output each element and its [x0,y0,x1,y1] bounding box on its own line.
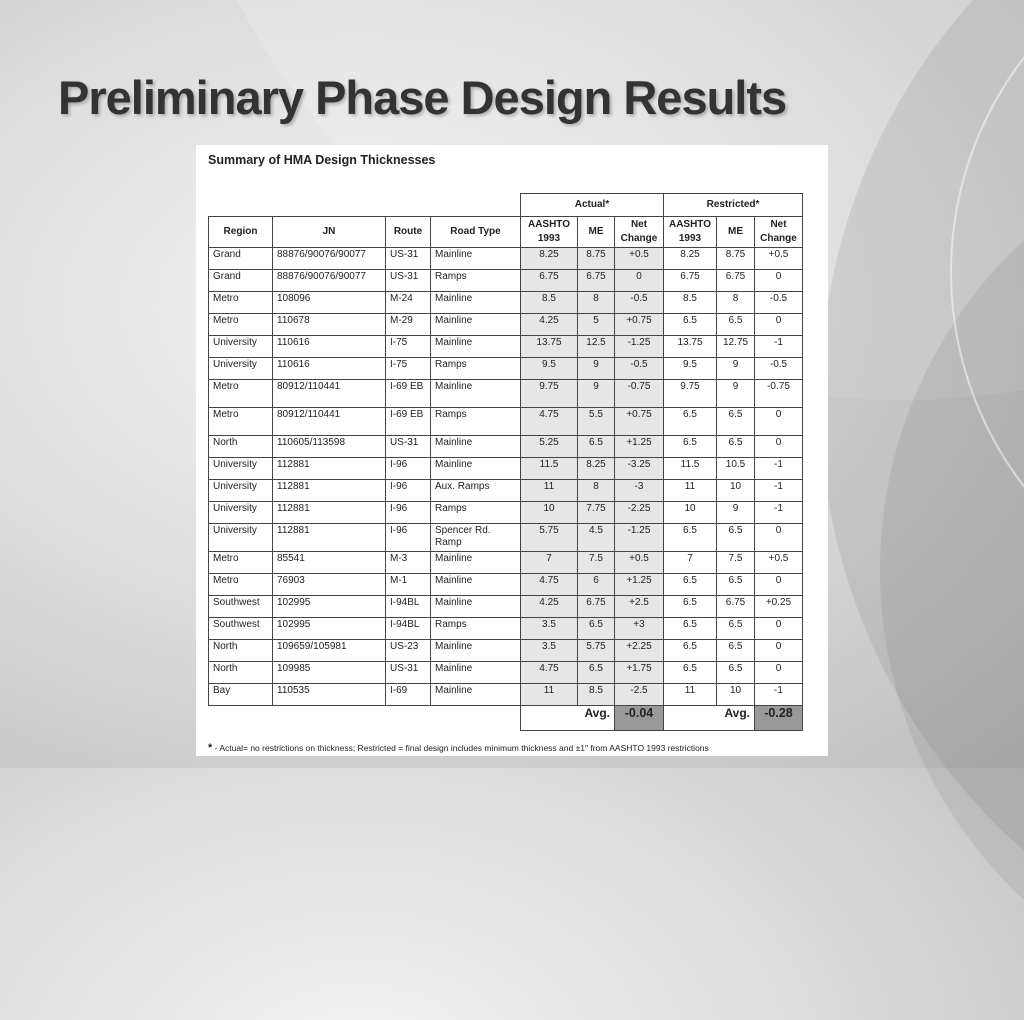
cell-restricted-net-change: -1 [755,684,803,706]
table-row [209,314,803,336]
cell-restricted-me: 9 [717,502,755,524]
bg-arc-4 [950,0,1024,624]
cell-restricted-net-change: 0 [755,524,803,552]
document-title: Summary of HMA Design Thicknesses [208,153,436,167]
cell-jn: 112881 [273,524,386,552]
cell-road-type: Ramps [431,618,521,640]
cell-route: US-31 [386,270,431,292]
cell-actual-net-change: +2.25 [615,640,664,662]
cell-restricted-aashto: 11 [664,480,717,502]
cell-restricted-net-change: 0 [755,574,803,596]
cell-restricted-me: 6.75 [717,270,755,292]
cell-restricted-me: 6.5 [717,640,755,662]
cell-route: I-75 [386,358,431,380]
cell-actual-me: 4.5 [578,524,615,552]
cell-actual-net-change: +0.75 [615,408,664,436]
cell-jn: 80912/110441 [273,380,386,408]
avg-value-restricted: -0.28 [755,706,803,731]
cell-route: I-96 [386,458,431,480]
cell-road-type: Ramps [431,358,521,380]
table-row [209,640,803,662]
header-actual-me: ME [578,217,615,248]
cell-jn: 88876/90076/90077 [273,270,386,292]
cell-region: University [209,336,273,358]
cell-actual-me: 9 [578,380,615,408]
cell-actual-aashto: 11 [521,684,578,706]
cell-actual-net-change: -1.25 [615,524,664,552]
cell-road-type: Mainline [431,336,521,358]
cell-route: US-31 [386,436,431,458]
cell-route: I-69 EB [386,380,431,408]
cell-restricted-net-change: +0.5 [755,248,803,270]
cell-restricted-aashto: 10 [664,502,717,524]
cell-jn: 110605/113598 [273,436,386,458]
cell-jn: 85541 [273,552,386,574]
avg-label-restricted: Avg. [664,706,755,731]
cell-road-type: Mainline [431,292,521,314]
cell-road-type: Mainline [431,640,521,662]
cell-road-type: Spencer Rd. Ramp [431,524,521,552]
cell-region: North [209,640,273,662]
header-jn: JN [273,217,386,248]
cell-restricted-me: 10 [717,480,755,502]
header-road-type: Road Type [431,217,521,248]
cell-restricted-aashto: 8.5 [664,292,717,314]
cell-region: Metro [209,380,273,408]
cell-restricted-net-change: -0.5 [755,358,803,380]
cell-region: Southwest [209,618,273,640]
table-row [209,574,803,596]
table-row [209,380,803,408]
cell-road-type: Mainline [431,662,521,684]
cell-actual-aashto: 4.75 [521,574,578,596]
cell-restricted-aashto: 6.5 [664,640,717,662]
cell-actual-net-change: -0.75 [615,380,664,408]
cell-jn: 76903 [273,574,386,596]
cell-region: University [209,358,273,380]
cell-actual-net-change: -1.25 [615,336,664,358]
cell-road-type: Ramps [431,408,521,436]
cell-actual-aashto: 4.75 [521,408,578,436]
table-row [209,502,803,524]
table-row [209,436,803,458]
cell-jn: 110535 [273,684,386,706]
cell-jn: 109659/105981 [273,640,386,662]
cell-actual-aashto: 8.25 [521,248,578,270]
cell-actual-me: 6 [578,574,615,596]
cell-region: Metro [209,408,273,436]
cell-actual-aashto: 9.75 [521,380,578,408]
cell-region: Southwest [209,596,273,618]
bg-arc-3 [880,120,1024,1020]
cell-road-type: Mainline [431,436,521,458]
cell-restricted-aashto: 9.75 [664,380,717,408]
header-restricted-net-change: Net Change [755,217,803,248]
cell-jn: 88876/90076/90077 [273,248,386,270]
cell-jn: 110616 [273,358,386,380]
footnote-text: - Actual= no restrictions on thickness; Restricted = final design includes minimum thickness and ±1" from AASHTO 1993 restrictions [212,743,709,753]
cell-actual-me: 8.25 [578,458,615,480]
cell-actual-aashto: 5.75 [521,524,578,552]
cell-route: US-31 [386,248,431,270]
cell-road-type: Mainline [431,596,521,618]
cell-restricted-aashto: 6.5 [664,574,717,596]
cell-actual-me: 12.5 [578,336,615,358]
cell-actual-me: 6.5 [578,662,615,684]
hma-thickness-table [208,193,803,731]
cell-route: US-31 [386,662,431,684]
group-restricted: Restricted* [664,194,803,217]
cell-actual-aashto: 13.75 [521,336,578,358]
cell-restricted-aashto: 6.5 [664,596,717,618]
cell-route: M-29 [386,314,431,336]
cell-restricted-me: 6.5 [717,662,755,684]
cell-road-type: Mainline [431,458,521,480]
cell-region: North [209,662,273,684]
cell-route: I-94BL [386,618,431,640]
cell-region: University [209,502,273,524]
cell-restricted-net-change: -0.75 [755,380,803,408]
cell-jn: 109985 [273,662,386,684]
cell-actual-aashto: 3.5 [521,640,578,662]
cell-jn: 110678 [273,314,386,336]
cell-road-type: Mainline [431,552,521,574]
cell-restricted-net-change: +0.25 [755,596,803,618]
cell-restricted-aashto: 6.75 [664,270,717,292]
cell-route: M-3 [386,552,431,574]
averages-row [209,706,803,731]
table-row [209,662,803,684]
cell-restricted-net-change: 0 [755,662,803,684]
cell-road-type: Mainline [431,248,521,270]
cell-actual-aashto: 9.5 [521,358,578,380]
cell-route: I-69 [386,684,431,706]
cell-restricted-me: 6.5 [717,574,755,596]
cell-restricted-net-change: -1 [755,336,803,358]
cell-restricted-net-change: -1 [755,458,803,480]
cell-actual-aashto: 8.5 [521,292,578,314]
cell-actual-me: 6.75 [578,270,615,292]
cell-actual-me: 6.5 [578,618,615,640]
cell-restricted-me: 7.5 [717,552,755,574]
cell-jn: 110616 [273,336,386,358]
group-header-row [209,194,803,217]
cell-actual-net-change: +2.5 [615,596,664,618]
header-restricted-me: ME [717,217,755,248]
cell-restricted-net-change: 0 [755,408,803,436]
cell-jn: 112881 [273,480,386,502]
cell-restricted-aashto: 6.5 [664,314,717,336]
table-row [209,524,803,552]
cell-actual-net-change: +0.5 [615,552,664,574]
column-header-row [209,217,803,248]
cell-jn: 102995 [273,596,386,618]
footnote-star: * [208,742,213,754]
cell-actual-me: 5.5 [578,408,615,436]
cell-route: I-94BL [386,596,431,618]
cell-road-type: Aux. Ramps [431,480,521,502]
cell-route: I-96 [386,480,431,502]
cell-restricted-net-change: 0 [755,640,803,662]
cell-restricted-net-change: 0 [755,270,803,292]
cell-actual-me: 6.75 [578,596,615,618]
cell-region: North [209,436,273,458]
cell-restricted-me: 8.75 [717,248,755,270]
cell-restricted-aashto: 13.75 [664,336,717,358]
table-row [209,408,803,436]
header-actual-net-change: Net Change [615,217,664,248]
cell-road-type: Mainline [431,574,521,596]
cell-route: I-96 [386,502,431,524]
cell-actual-net-change: +0.75 [615,314,664,336]
cell-region: Metro [209,552,273,574]
header-actual-aashto: AASHTO 1993 [521,217,578,248]
cell-actual-me: 8.5 [578,684,615,706]
cell-route: M-24 [386,292,431,314]
cell-actual-me: 8 [578,292,615,314]
cell-route: M-1 [386,574,431,596]
cell-restricted-me: 6.5 [717,524,755,552]
cell-restricted-me: 8 [717,292,755,314]
cell-actual-net-change: +1.25 [615,436,664,458]
cell-jn: 112881 [273,502,386,524]
header-region: Region [209,217,273,248]
cell-actual-net-change: +1.25 [615,574,664,596]
cell-restricted-me: 9 [717,380,755,408]
cell-restricted-aashto: 8.25 [664,248,717,270]
header-route: Route [386,217,431,248]
cell-restricted-me: 10 [717,684,755,706]
cell-region: Grand [209,270,273,292]
bg-arc-2 [820,0,1024,1000]
cell-jn: 102995 [273,618,386,640]
cell-restricted-me: 10.5 [717,458,755,480]
cell-actual-net-change: -3.25 [615,458,664,480]
cell-actual-net-change: 0 [615,270,664,292]
cell-actual-aashto: 10 [521,502,578,524]
hma-summary-document [196,145,828,756]
cell-actual-aashto: 4.25 [521,596,578,618]
group-actual: Actual* [521,194,664,217]
cell-route: I-96 [386,524,431,552]
cell-restricted-me: 6.5 [717,408,755,436]
cell-restricted-me: 6.5 [717,618,755,640]
cell-actual-net-change: -3 [615,480,664,502]
table-body [209,194,803,731]
avg-value-actual: -0.04 [615,706,664,731]
cell-actual-aashto: 11.5 [521,458,578,480]
cell-restricted-aashto: 6.5 [664,408,717,436]
cell-actual-net-change: -2.5 [615,684,664,706]
avg-label-actual: Avg. [521,706,615,731]
cell-restricted-me: 6.5 [717,436,755,458]
cell-restricted-aashto: 11.5 [664,458,717,480]
cell-actual-aashto: 4.25 [521,314,578,336]
cell-road-type: Mainline [431,684,521,706]
cell-restricted-aashto: 6.5 [664,662,717,684]
cell-actual-me: 5.75 [578,640,615,662]
table-row [209,458,803,480]
cell-jn: 80912/110441 [273,408,386,436]
cell-actual-me: 8.75 [578,248,615,270]
table-row [209,336,803,358]
cell-actual-net-change: -2.25 [615,502,664,524]
table-row [209,596,803,618]
cell-restricted-aashto: 11 [664,684,717,706]
cell-actual-net-change: -0.5 [615,292,664,314]
cell-restricted-me: 6.5 [717,314,755,336]
cell-actual-me: 7.75 [578,502,615,524]
cell-region: Grand [209,248,273,270]
cell-restricted-net-change: 0 [755,314,803,336]
cell-actual-me: 5 [578,314,615,336]
cell-region: University [209,524,273,552]
cell-restricted-net-change: 0 [755,618,803,640]
cell-restricted-net-change: +0.5 [755,552,803,574]
cell-region: Metro [209,292,273,314]
cell-route: US-23 [386,640,431,662]
cell-road-type: Ramps [431,270,521,292]
table-row [209,552,803,574]
cell-restricted-aashto: 6.5 [664,436,717,458]
table-row [209,480,803,502]
cell-actual-me: 9 [578,358,615,380]
table-row [209,292,803,314]
cell-restricted-me: 9 [717,358,755,380]
cell-actual-me: 6.5 [578,436,615,458]
cell-road-type: Mainline [431,314,521,336]
cell-restricted-net-change: -1 [755,502,803,524]
header-restricted-aashto: AASHTO 1993 [664,217,717,248]
footnote [208,742,709,754]
cell-jn: 108096 [273,292,386,314]
cell-actual-aashto: 5.25 [521,436,578,458]
cell-restricted-net-change: -0.5 [755,292,803,314]
cell-restricted-net-change: -1 [755,480,803,502]
cell-restricted-aashto: 6.5 [664,524,717,552]
cell-actual-net-change: +0.5 [615,248,664,270]
cell-jn: 112881 [273,458,386,480]
cell-actual-aashto: 7 [521,552,578,574]
cell-actual-aashto: 11 [521,480,578,502]
table-row [209,684,803,706]
cell-road-type: Mainline [431,380,521,408]
cell-region: University [209,458,273,480]
cell-road-type: Ramps [431,502,521,524]
table-row [209,618,803,640]
table-row [209,358,803,380]
cell-region: Metro [209,574,273,596]
cell-actual-net-change: +3 [615,618,664,640]
cell-restricted-aashto: 9.5 [664,358,717,380]
table-row [209,270,803,292]
slide-title: Preliminary Phase Design Results [58,71,787,124]
cell-restricted-me: 12.75 [717,336,755,358]
table-row [209,248,803,270]
cell-region: University [209,480,273,502]
cell-actual-me: 8 [578,480,615,502]
cell-region: Bay [209,684,273,706]
cell-actual-me: 7.5 [578,552,615,574]
cell-region: Metro [209,314,273,336]
cell-actual-net-change: -0.5 [615,358,664,380]
cell-actual-net-change: +1.75 [615,662,664,684]
cell-route: I-69 EB [386,408,431,436]
cell-actual-aashto: 6.75 [521,270,578,292]
cell-restricted-aashto: 6.5 [664,618,717,640]
cell-restricted-me: 6.75 [717,596,755,618]
cell-restricted-net-change: 0 [755,436,803,458]
cell-route: I-75 [386,336,431,358]
cell-actual-aashto: 4.75 [521,662,578,684]
cell-actual-aashto: 3.5 [521,618,578,640]
cell-restricted-aashto: 7 [664,552,717,574]
